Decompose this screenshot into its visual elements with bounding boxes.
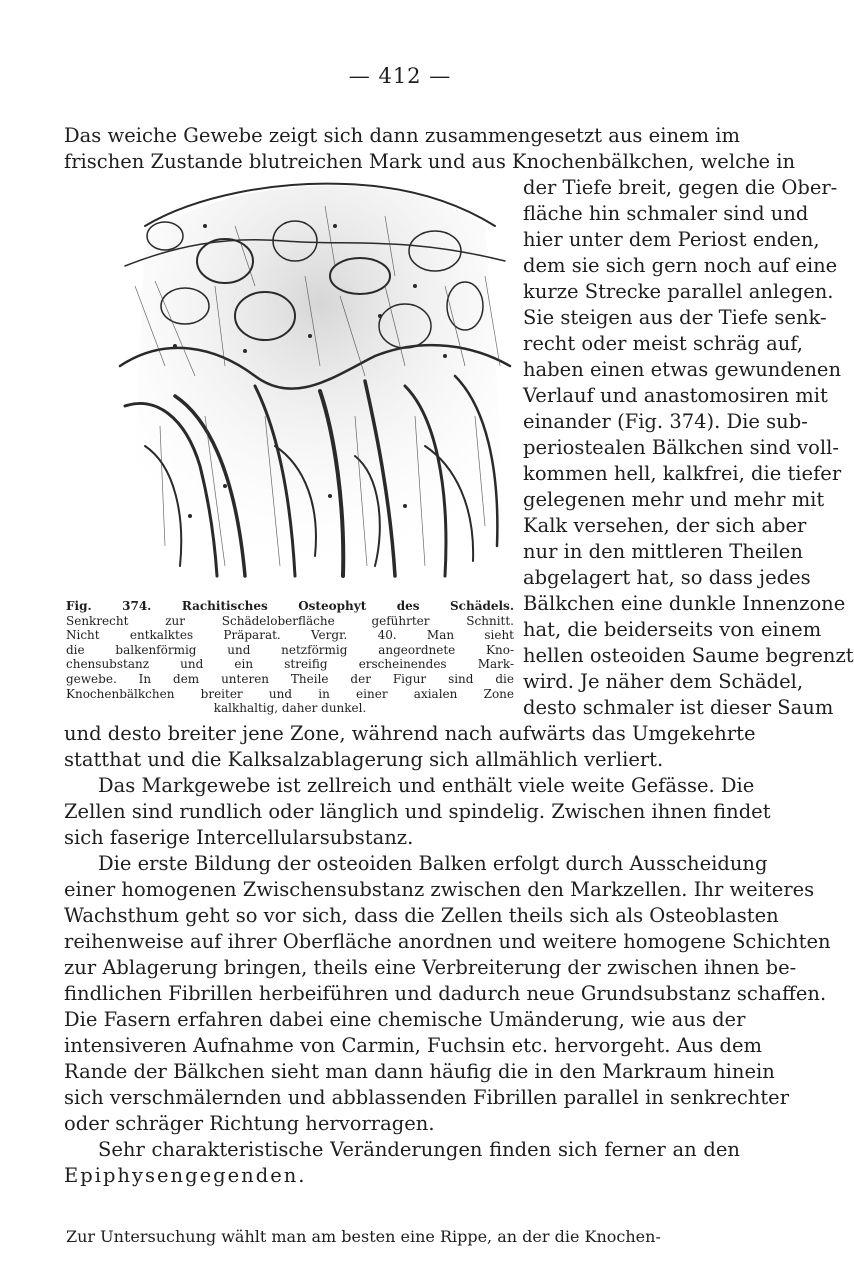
- text-line: sich verschmälernden und abblassenden Fibrillen parallel in senkrechter: [64, 1086, 790, 1109]
- text-line: statthat und die Kalksalzablagerung sich allmählich verliert.: [64, 748, 664, 771]
- caption-line: Senkrecht zur Schädeloberfläche geführter Schnitt.: [66, 613, 514, 628]
- text-line: einer homogenen Zwischensubstanz zwischen den Markzellen. Ihr weiteres: [64, 878, 815, 901]
- caption-line: Nicht entkalktes Präparat. Vergr. 40. Man sieht: [66, 628, 514, 643]
- text-line: frischen Zustande blutreichen Mark und aus Knochenbälkchen, welche in: [64, 150, 796, 173]
- text-line: Kalk versehen, der sich aber: [523, 514, 807, 537]
- text-line: Verlauf und anastomosiren mit: [523, 384, 828, 407]
- text-line: findlichen Fibrillen herbeiführen und dadurch neue Grundsubstanz schaffen.: [64, 982, 827, 1005]
- text-line: oder schräger Richtung hervorragen.: [64, 1112, 435, 1135]
- text-line: Rande der Bälkchen sieht man dann häufig die in den Markraum hinein: [64, 1060, 775, 1083]
- text-line: Zellen sind rundlich oder länglich und spindelig. Zwischen ihnen findet: [64, 800, 771, 823]
- text-line: sich faserige Intercellularsubstanz.: [64, 826, 414, 849]
- text-line: und desto breiter jene Zone, während nach aufwärts das Umgekehrte: [64, 722, 756, 745]
- text-line: periostealen Bälkchen sind voll-: [523, 436, 839, 459]
- text-line: recht oder meist schräg auf,: [523, 332, 803, 355]
- text-line: kurze Strecke parallel anlegen.: [523, 280, 834, 303]
- osteophyte-micrograph-figure: [105, 166, 515, 586]
- text-line: hellen osteoiden Saume begrenzt: [523, 644, 854, 667]
- text-line: einander (Fig. 374). Die sub-: [523, 410, 808, 433]
- text-line: Bälkchen eine dunkle Innenzone: [523, 592, 846, 615]
- caption-line: die balkenförmig und netzförmig angeordnete Kno-: [66, 642, 514, 657]
- text-line: Epiphysengegenden.: [64, 1164, 307, 1187]
- text-line: Die Fasern erfahren dabei eine chemische Umänderung, wie aus der: [64, 1008, 746, 1031]
- caption-line: chensubstanz und ein streifig erscheinendes Mark-: [66, 657, 514, 672]
- text-line: kommen hell, kalkfrei, die tiefer: [523, 462, 842, 485]
- text-line: fläche hin schmaler sind und: [523, 202, 809, 225]
- page-number: — 412 —: [348, 64, 452, 88]
- figure-title: Fig. 374. Rachitisches Osteophyt des Schädels.: [66, 599, 514, 613]
- text-line: Wachsthum geht so vor sich, dass die Zellen theils sich als Osteoblasten: [64, 904, 779, 927]
- text-line: Das Markgewebe ist zellreich und enthält viele weite Gefässe. Die: [98, 774, 755, 797]
- text-line: Sehr charakteristische Veränderungen finden sich ferner an den: [98, 1138, 740, 1161]
- figure-caption: [66, 599, 514, 716]
- text-line: wird. Je näher dem Schädel,: [523, 670, 804, 693]
- text-line: Das weiche Gewebe zeigt sich dann zusammengesetzt aus einem im: [64, 124, 740, 147]
- caption-line: Knochenbälkchen breiter und in einer axialen Zone: [66, 686, 514, 701]
- text-line: gelegenen mehr und mehr mit: [523, 488, 825, 511]
- text-line: Sie steigen aus der Tiefe senk-: [523, 306, 827, 329]
- text-line: zur Ablagerung bringen, theils eine Verbreiterung der zwischen ihnen be-: [64, 956, 797, 979]
- text-line: dem sie sich gern noch auf eine: [523, 254, 838, 277]
- text-line: desto schmaler ist dieser Saum: [523, 696, 834, 719]
- caption-line: gewebe. In dem unteren Theile der Figur sind die: [66, 671, 514, 686]
- text-line: haben einen etwas gewundenen: [523, 358, 842, 381]
- text-line: intensiveren Aufnahme von Carmin, Fuchsin etc. hervorgeht. Aus dem: [64, 1034, 762, 1057]
- text-line: der Tiefe breit, gegen die Ober-: [523, 176, 838, 199]
- text-line: abgelagert hat, so dass jedes: [523, 566, 811, 589]
- text-line: hier unter dem Periost enden,: [523, 228, 820, 251]
- text-line: nur in den mittleren Theilen: [523, 540, 803, 563]
- footnote-line: Zur Untersuchung wählt man am besten eine Rippe, an der die Knochen-: [66, 1227, 661, 1246]
- text-line: reihenweise auf ihrer Oberfläche anordnen und weitere homogene Schichten: [64, 930, 831, 953]
- text-line: hat, die beiderseits von einem: [523, 618, 822, 641]
- caption-line: kalkhaltig, daher dunkel.: [213, 701, 367, 716]
- text-line: Die erste Bildung der osteoiden Balken erfolgt durch Ausscheidung: [98, 852, 768, 875]
